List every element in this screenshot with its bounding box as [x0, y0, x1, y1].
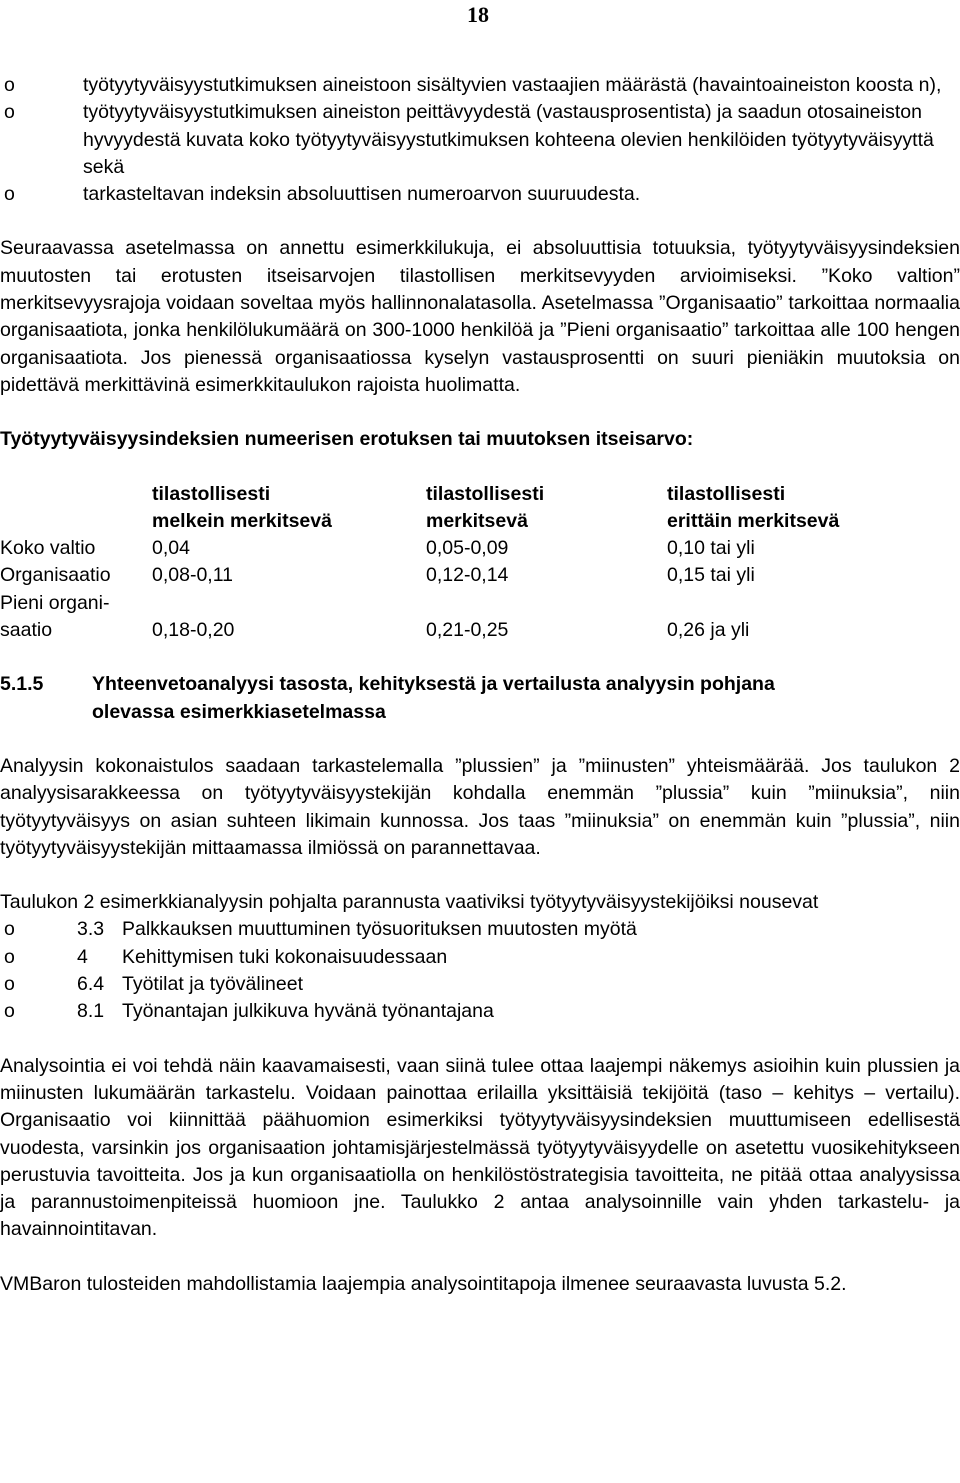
table-cell: 0,21-0,25 [426, 619, 509, 642]
section-heading [0, 671, 960, 726]
list-item [0, 72, 960, 99]
section-number: 5.1.5 [0, 673, 44, 696]
item-text: Työnantajan julkikuva hyvänä työnantajana [122, 1000, 494, 1023]
item-number: 8.1 [77, 1000, 105, 1023]
table-cell: 0,15 tai yli [667, 564, 755, 587]
list-item [0, 998, 960, 1025]
paragraph-further-analysis: VMBaron tulosteiden mahdollistamia laajempia analysointitapoja ilmenee seuraavasta luvusta 5.2. [0, 1272, 847, 1295]
document-body [0, 72, 960, 1298]
table-row [0, 562, 947, 589]
item-number: 3.3 [77, 918, 105, 941]
row-label: Organisaatio [0, 564, 111, 587]
paragraph-improvement-intro: Taulukon 2 esimerkkianalyysin pohjalta parannusta vaativiksi työtyytyväisyystekijöiksi nousevat [0, 891, 819, 914]
table-cell: 0,12-0,14 [426, 564, 509, 587]
section-subheading: Työtyytyväisyysindeksien numeerisen erotuksen tai muutoksen itseisarvo: [0, 428, 694, 451]
table-header-row [0, 481, 947, 536]
list-item [0, 944, 960, 971]
bullet-marker: o [4, 1000, 15, 1023]
list-item [0, 971, 960, 998]
table-header-cell: tilastollisesti merkitsevä [426, 482, 545, 532]
section-title: Yhteenvetoanalyysi tasosta, kehityksestä ja vertailusta analyysin pohjana olevassa esimerkkiasetelmassa [92, 673, 775, 723]
bullet-marker: o [4, 918, 15, 941]
item-number: 4 [77, 945, 88, 968]
table-header-cell: tilastollisesti melkein merkitsevä [152, 482, 332, 532]
table-cell: 0,05-0,09 [426, 537, 509, 560]
table-corner-cell [0, 481, 152, 536]
table-cell: 0,10 tai yli [667, 537, 755, 560]
bullet-text: työtyytyväisyystutkimuksen aineistoon sisältyvien vastaajien määrästä (havaintoaineiston koosta n), [83, 74, 942, 96]
bullet-marker: o [4, 183, 15, 206]
bullet-marker: o [4, 101, 15, 124]
list-item [0, 181, 960, 208]
item-text: Työtilat ja työvälineet [122, 973, 304, 996]
item-number: 6.4 [77, 973, 105, 996]
bullet-text: työtyytyväisyystutkimuksen aineiston peittävyydestä (vastausprosentista) ja saadun otosaineiston hyvyydestä kuvata koko työtyytyväisyystutkimuksen kohteena olevien henkilöiden työtyytyväisyyttä sekä [83, 101, 934, 178]
paragraph-significance-examples: Seuraavassa asetelmassa on annettu esimerkkilukuja, ei absoluuttisia totuuksia, työtyytyväisyysindeksien muutosten tai erotusten itseisarvojen tilastollisen merkitsevyyden arvioimiseksi. ”Koko valtion” merkitsevyysrajoja voidaan soveltaa myös hallinnonalatasolla. Asetelmassa ”Organisaatio” tarkoittaa normaalia organisaatiota, jonka henkilölukumäärä on 300-1000 henkilöä ja ”Pieni organisaatio” tarkoittaa alle 100 hengen organisaatiota. Jos pienessä organisaatiossa kyselyn vastausprosentti on suuri pieniäkin muutoksia on pidettävä merkittävinä esimerkkitaulukon rajoista huolimatta. [0, 237, 960, 396]
improvement-list [0, 916, 960, 1025]
table-row [0, 535, 947, 562]
table-cell: 0,04 [152, 537, 190, 560]
paragraph-analysis-approach: Analysointia ei voi tehdä näin kaavamaisesti, vaan siinä tulee ottaa laajempi näkemys asioihin kuin plussien ja miinusten lukumäärän tarkastelu. Voidaan painottaa erilailla yksittäisiä tekijöitä (taso – kehitys – vertailu). Organisaatio voi kiinnittää päähuomion esimerkiksi työtyytyväisyysindeksien muuttumiseen edellisestä vuodesta, varsinkin jos organisaation johtamisjärjestelmässä työtyytyväisyydelle on asetettu vuosikehitykseen perustuvia tavoitteita. Jos ja kun organisaatiolla on henkilöstöstrategisia tavoitteita, ne pitää ottaa analyysissa ja parannustoimenpiteissä huomioon jne. Taulukko 2 antaa analysoinnille vain yhden tarkastelu- ja havainnointitavan. [0, 1054, 960, 1241]
intro-bullet-list [0, 72, 960, 208]
table-cell: 0,08-0,11 [152, 564, 233, 587]
paragraph-analysis-total: Analyysin kokonaistulos saadaan tarkastelemalla ”plussien” ja ”miinusten” yhteismäärää. Jos taulukon 2 analyysisarakkeessa on työtyytyväisyystekijän kohdalla enemmän ”plussia” kuin ”miinuksia”, niin työtyytyväisyys on asian suhteen likimain kunnossa. Jos taas ”miinuksia” on enemmän kuin ”plussia”, niin työtyytyväisyystekijän mittaamassa ilmiössä on parannettavaa. [0, 754, 960, 859]
bullet-marker: o [4, 945, 15, 968]
item-text: Kehittymisen tuki kokonaisuudessaan [122, 945, 448, 968]
bullet-marker: o [4, 74, 15, 96]
table-row [0, 590, 947, 645]
row-label: Pieni organi- saatio [0, 591, 110, 642]
item-text: Palkkauksen muuttuminen työsuorituksen muutosten myötä [122, 918, 637, 941]
table-header-cell: tilastollisesti erittäin merkitsevä [667, 482, 840, 532]
list-item [0, 99, 960, 181]
page-number: 18 [467, 2, 489, 27]
bullet-marker: o [4, 973, 15, 996]
significance-table [0, 481, 947, 645]
list-item [0, 916, 960, 943]
bullet-text: tarkasteltavan indeksin absoluuttisen numeroarvon suuruudesta. [83, 183, 641, 206]
table-cell: 0,18-0,20 [152, 619, 235, 642]
row-label: Koko valtio [0, 537, 96, 560]
table-cell: 0,26 ja yli [667, 619, 750, 642]
